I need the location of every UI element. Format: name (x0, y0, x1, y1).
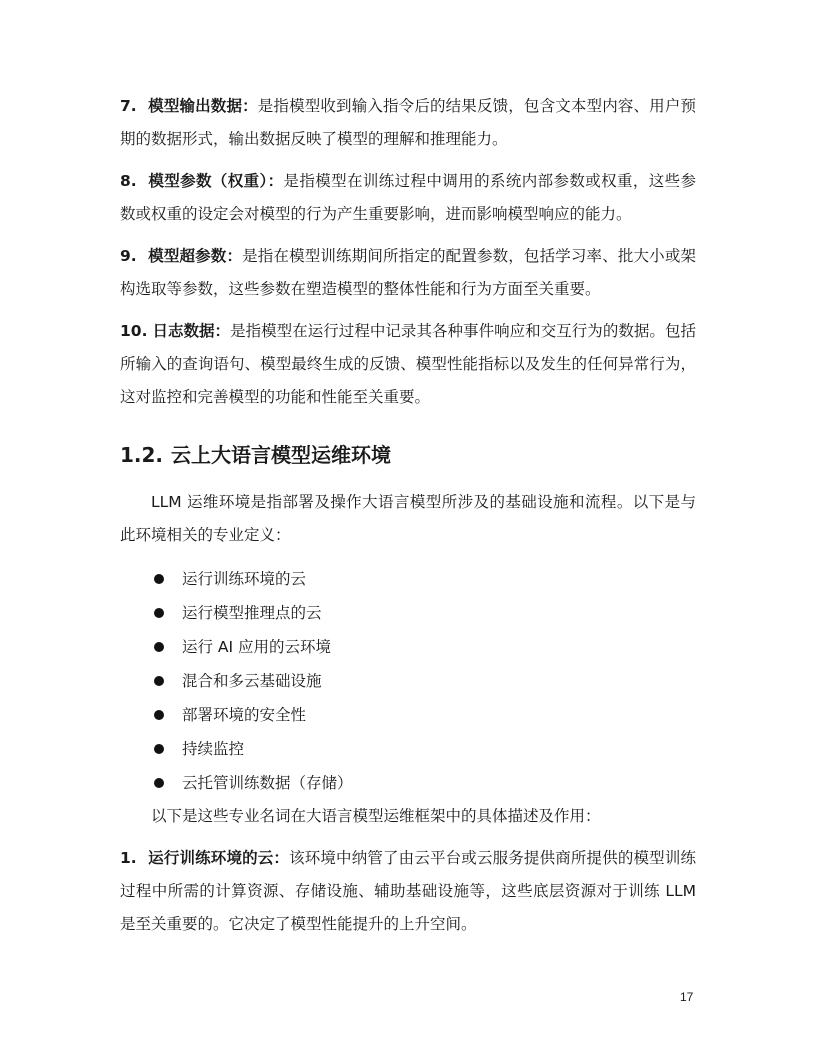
list-item-text: 部署环境的安全性 (182, 706, 307, 724)
list-item (120, 664, 696, 698)
bullet-icon (154, 710, 164, 720)
list-item (120, 562, 696, 596)
item-number: 1. (120, 849, 137, 867)
description-item-1 (120, 842, 696, 941)
bullet-icon (154, 574, 164, 584)
item-term: 运行训练环境的云： (148, 849, 290, 867)
list-item-text: 运行 AI 应用的云环境 (182, 638, 332, 656)
definition-item-9 (120, 240, 696, 306)
item-term: 日志数据： (152, 322, 231, 340)
item-term: 模型输出数据： (148, 97, 258, 115)
item-text: 是指模型在运行过程中记录其各种事件响应和交互行为的数据。包括所输入的查询语句、模型最终生成的反馈、模型性能指标以及发生的任何异常行为，这对监控和完善模型的功能和性能至关重要。 (120, 322, 696, 406)
list-item-text: 云托管训练数据（存储） (182, 774, 353, 792)
list-item (120, 596, 696, 630)
list-item (120, 766, 696, 800)
section-title: 云上大语言模型运维环境 (171, 443, 392, 467)
item-term: 模型参数（权重）： (148, 172, 284, 190)
item-text: 是指在模型训练期间所指定的配置参数，包括学习率、批大小或架构选取等参数，这些参数在塑造模型的整体性能和行为方面至关重要。 (120, 247, 696, 298)
definition-item-10 (120, 315, 696, 414)
list-item (120, 698, 696, 732)
item-number: 7. (120, 97, 137, 115)
bullet-list (120, 562, 696, 800)
bullet-icon (154, 744, 164, 754)
list-item (120, 630, 696, 664)
item-text: 该环境中纳管了由云平台或云服务提供商所提供的模型训练过程中所需的计算资源、存储设施、辅助基础设施等，这些底层资源对于训练 LLM 是至关重要的。它决定了模型性能提升的上升空间。 (120, 849, 696, 933)
after-list-paragraph: 以下是这些专业名词在大语言模型运维框架中的具体描述及作用： (151, 807, 601, 825)
intro-paragraph: LLM 运维环境是指部署及操作大语言模型所涉及的基础设施和流程。以下是与此环境相关的专业定义： (120, 493, 696, 544)
list-item-text: 运行训练环境的云 (182, 570, 307, 588)
list-item-text: 混合和多云基础设施 (182, 672, 322, 690)
definition-item-8 (120, 165, 696, 231)
bullet-icon (154, 642, 164, 652)
item-text: 是指模型收到输入指令后的结果反馈，包含文本型内容、用户预期的数据形式，输出数据反映了模型的理解和推理能力。 (120, 97, 696, 148)
item-number: 8. (120, 172, 137, 190)
section-heading (120, 440, 696, 470)
bullet-icon (154, 778, 164, 788)
bullet-icon (154, 676, 164, 686)
item-number: 9. (120, 247, 137, 265)
section-number: 1.2. (120, 443, 164, 467)
list-item-text: 运行模型推理点的云 (182, 604, 322, 622)
item-text: 是指模型在训练过程中调用的系统内部参数或权重，这些参数或权重的设定会对模型的行为产生重要影响，进而影响模型响应的能力。 (120, 172, 696, 223)
definition-item-7 (120, 90, 696, 156)
document-page (120, 90, 696, 950)
bullet-icon (154, 608, 164, 618)
list-item (120, 732, 696, 766)
item-number: 10. (120, 322, 148, 340)
item-term: 模型超参数： (148, 247, 243, 265)
list-item-text: 持续监控 (182, 740, 245, 758)
page-number: 17 (680, 990, 694, 1004)
